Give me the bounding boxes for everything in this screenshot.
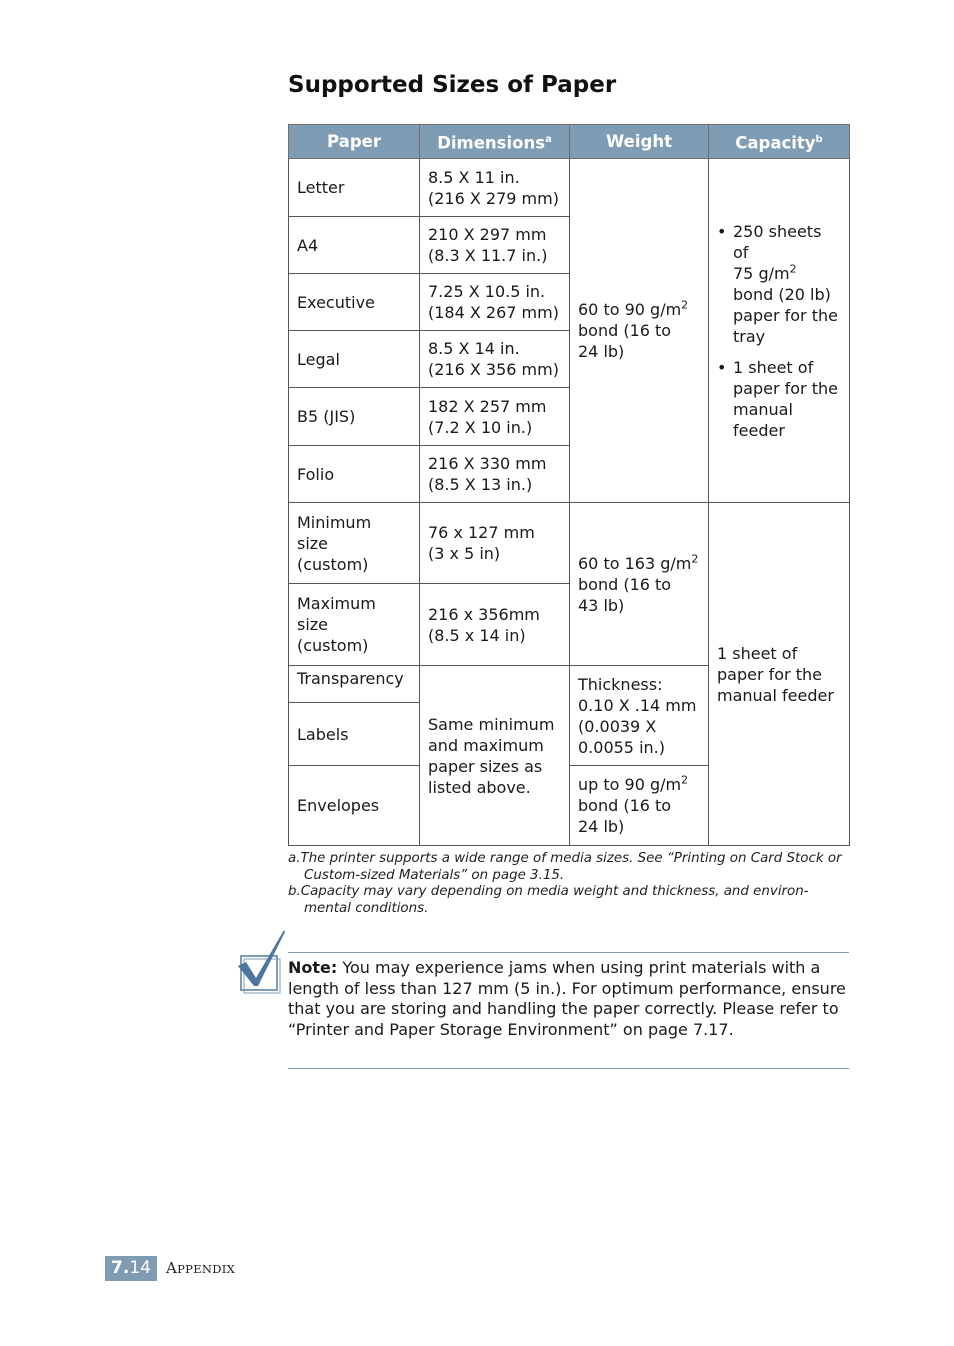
table-row — [289, 159, 850, 217]
paper-dimensions: 7.25 X 10.5 in. (184 X 267 mm) — [420, 274, 570, 331]
list-item: • 1 sheet of paper for the manual feeder — [717, 357, 838, 440]
paper-name: Labels — [289, 703, 420, 766]
bullet-icon: • — [717, 357, 727, 377]
table-footnotes — [288, 851, 854, 917]
bullet-icon: • — [717, 221, 727, 241]
paper-name: Minimum size (custom) — [289, 503, 420, 584]
note-text — [288, 958, 854, 1041]
paper-dimensions: 216 X 330 mm (8.5 X 13 in.) — [420, 446, 570, 503]
paper-dimensions: 182 X 257 mm (7.2 X 10 in.) — [420, 388, 570, 446]
paper-sizes-table — [288, 124, 850, 846]
header-weight: Weight — [570, 125, 709, 159]
dimensions-special: Same minimum and maximum paper sizes as listed above. — [420, 666, 570, 846]
weight-standard: 60 to 90 $g/m^2$ bond (16 to 24 lb) — [570, 159, 709, 503]
paper-dimensions: 76 x 127 mm (3 x 5 in) — [420, 503, 570, 584]
list-item: • 250 sheets of 75 $g/m^2$ bond (20 lb) paper for the tray — [717, 221, 838, 346]
paper-name: B5 (JIS) — [289, 388, 420, 446]
paper-name: Letter — [289, 159, 420, 217]
footnote-marker-b: b — [815, 134, 823, 146]
paper-name: Envelopes — [289, 766, 420, 846]
note-label: Note: — [288, 958, 338, 977]
header-capacity: Capacity$^b$ — [709, 125, 850, 159]
header-paper: Paper — [289, 125, 420, 159]
page-title: Supported Sizes of Paper — [288, 72, 617, 98]
section-name: APPENDIX — [166, 1259, 236, 1277]
chapter-number: 7. — [111, 1258, 130, 1278]
paper-dimensions: 210 X 297 mm (8.3 X 11.7 in.) — [420, 217, 570, 274]
paper-name: A4 — [289, 217, 420, 274]
note-top-divider — [288, 952, 849, 953]
table-header-row — [289, 125, 850, 159]
paper-dimensions: 8.5 X 14 in. (216 X 356 mm) — [420, 331, 570, 388]
paper-dimensions: 8.5 X 11 in. (216 X 279 mm) — [420, 159, 570, 217]
note-body: You may experience jams when using print materials with a length of less than 127 mm (5 in.). For optimum performance, ensure that you are storing and handling the paper correctly. Please refer to “Printer and Paper Storage Environment” on page 7.17. — [288, 958, 846, 1040]
paper-name: Transparency — [289, 666, 420, 703]
note-bottom-divider — [288, 1068, 849, 1069]
weight-envelopes: up to 90 $g/m^2$ bond (16 to 24 lb) — [570, 766, 709, 846]
weight-thickness: Thickness: 0.10 X .14 mm (0.0039 X 0.0055 in.) — [570, 666, 709, 766]
checkmark-note-icon — [236, 928, 288, 994]
capacity-standard — [709, 159, 850, 503]
capacity-special: 1 sheet of paper for the manual feeder — [709, 503, 850, 846]
page-number-badge — [105, 1256, 157, 1281]
paper-name: Legal — [289, 331, 420, 388]
table-row — [289, 503, 850, 584]
weight-custom: 60 to 163 $g/m^2$ bond (16 to 43 lb) — [570, 503, 709, 666]
header-dimensions: Dimensions$^a$ — [420, 125, 570, 159]
footnote-marker-a: a — [545, 134, 552, 146]
paper-name: Folio — [289, 446, 420, 503]
page-number: 14 — [129, 1258, 151, 1278]
paper-dimensions: 216 x 356mm (8.5 x 14 in) — [420, 584, 570, 666]
paper-name: Executive — [289, 274, 420, 331]
footnote-a: a.The printer supports a wide range of media sizes. See “Printing on Card Stock or Custom-sized Materials” on page 3.15. — [288, 851, 842, 883]
paper-name: Maximum size (custom) — [289, 584, 420, 666]
footnote-b: b.Capacity may vary depending on media weight and thickness, and environ-mental conditions. — [288, 884, 809, 916]
